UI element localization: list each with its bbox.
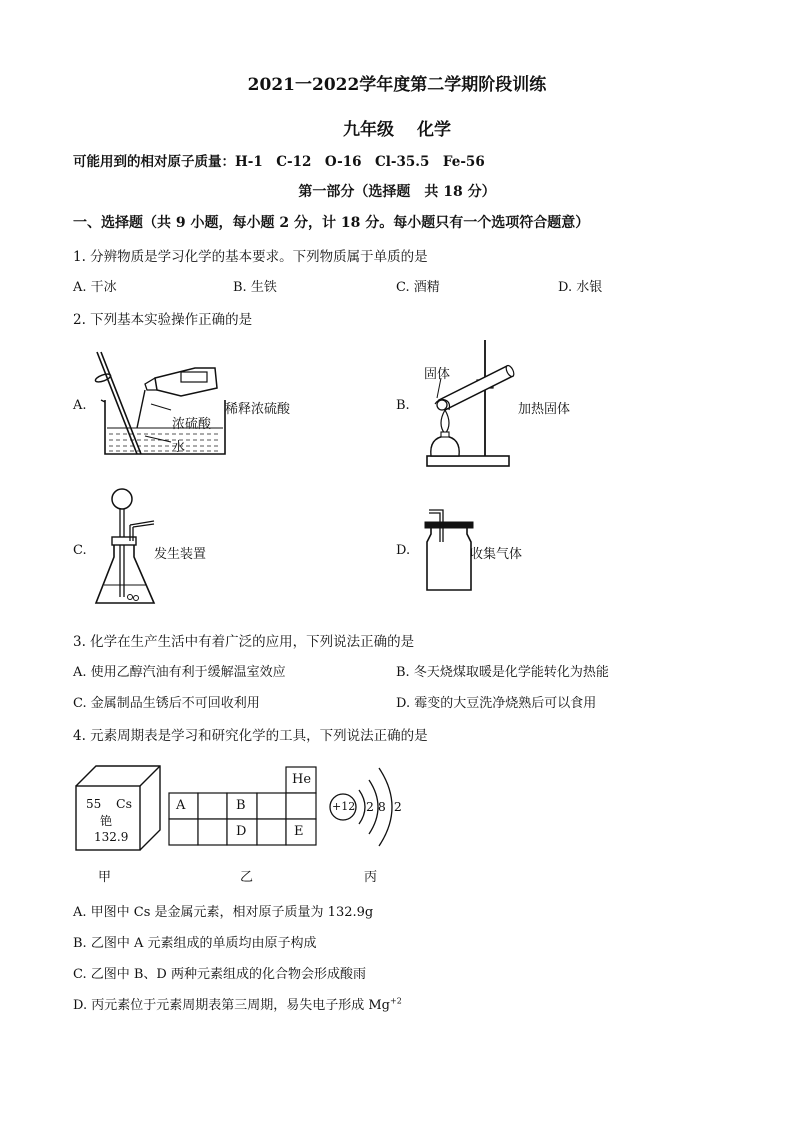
gas-collection-diagram (415, 502, 475, 594)
page-subtitle: 九年级 化学 (343, 120, 451, 140)
question-1-stem: 1. 分辨物质是学习化学的基本要求。下列物质属于单质的是 (73, 249, 428, 265)
q4-option-a: A. 甲图中 Cs 是金属元素，相对原子质量为 132.9g (73, 905, 374, 920)
label-water: 水 (172, 440, 186, 455)
cell-mass: 132.9 (94, 830, 129, 844)
label-solid: 固体 (424, 367, 451, 382)
q2-option-b-letter: B. (396, 398, 410, 413)
q4-option-d-text: D. 丙元素位于元素周期表第三周期，易失电子形成 Mg (73, 998, 390, 1013)
section-heading: 一、选择题（共 9 小题，每小题 2 分，计 18 分。每小题只有一个选项符合题意） (73, 215, 590, 231)
table-e: E (294, 824, 304, 839)
q2-option-b-caption: 加热固体 (518, 402, 571, 417)
q2-option-d-caption: 收集气体 (470, 547, 523, 562)
q1-option-b: B. 生铁 (233, 280, 277, 295)
q2-option-d-letter: D. (396, 543, 411, 558)
table-he: He (292, 772, 312, 787)
cell-atomic-number: 55 (86, 797, 102, 811)
question-4-stem: 4. 元素周期表是学习和研究化学的工具，下列说法正确的是 (73, 728, 428, 744)
dilute-acid-diagram (85, 350, 230, 460)
q4-option-b: B. 乙图中 A 元素组成的单质均由原子构成 (73, 936, 317, 951)
label-conc-acid: 浓硫酸 (172, 417, 212, 432)
q4-option-c: C. 乙图中 B、D 两种元素组成的化合物会形成酸雨 (73, 967, 366, 982)
cell-name: 铯 (100, 814, 113, 828)
heat-solid-diagram (415, 338, 525, 473)
q2-option-c-caption: 发生装置 (154, 547, 207, 562)
atomic-masses: 可能用到的相对原子质量：H-1 C-12 O-16 Cl-35.5 Fe-56 (73, 154, 485, 170)
q3-option-b: B. 冬天烧煤取暖是化学能转化为热能 (396, 665, 609, 680)
table-b: B (236, 798, 246, 813)
q1-option-d: D. 水银 (558, 280, 603, 295)
label-bing: 丙 (364, 870, 378, 885)
q4-option-d-charge: +2 (390, 996, 402, 1006)
atom-nucleus: +12 (332, 800, 356, 813)
page-title: 2021一2022学年度第二学期阶段训练 (247, 75, 547, 95)
q3-option-a: A. 使用乙醇汽油有利于缓解温室效应 (73, 665, 286, 680)
question-3-stem: 3. 化学在生产生活中有着广泛的应用，下列说法正确的是 (73, 634, 415, 650)
label-jia: 甲 (98, 870, 112, 885)
q2-option-c-letter: C. (73, 543, 87, 558)
q3-option-d: D. 霉变的大豆洗净烧熟后可以食用 (396, 696, 597, 711)
table-a: A (176, 798, 186, 813)
table-d: D (236, 824, 247, 839)
part-heading: 第一部分（选择题 共 18 分） (298, 184, 496, 200)
q2-option-a-letter: A. (73, 398, 87, 413)
q1-option-c: C. 酒精 (396, 280, 440, 295)
q3-option-c: C. 金属制品生锈后不可回收利用 (73, 696, 260, 711)
q1-option-a: A. 干冰 (73, 280, 117, 295)
label-yi: 乙 (240, 870, 254, 885)
q4-option-d (73, 994, 402, 1013)
atom-shells: 2 8 2 (366, 799, 402, 814)
cell-symbol: Cs (116, 796, 132, 811)
gas-generator-diagram (90, 485, 160, 613)
q2-option-a-caption: 稀释浓硫酸 (225, 402, 291, 417)
question-2-stem: 2. 下列基本实验操作正确的是 (73, 312, 253, 328)
